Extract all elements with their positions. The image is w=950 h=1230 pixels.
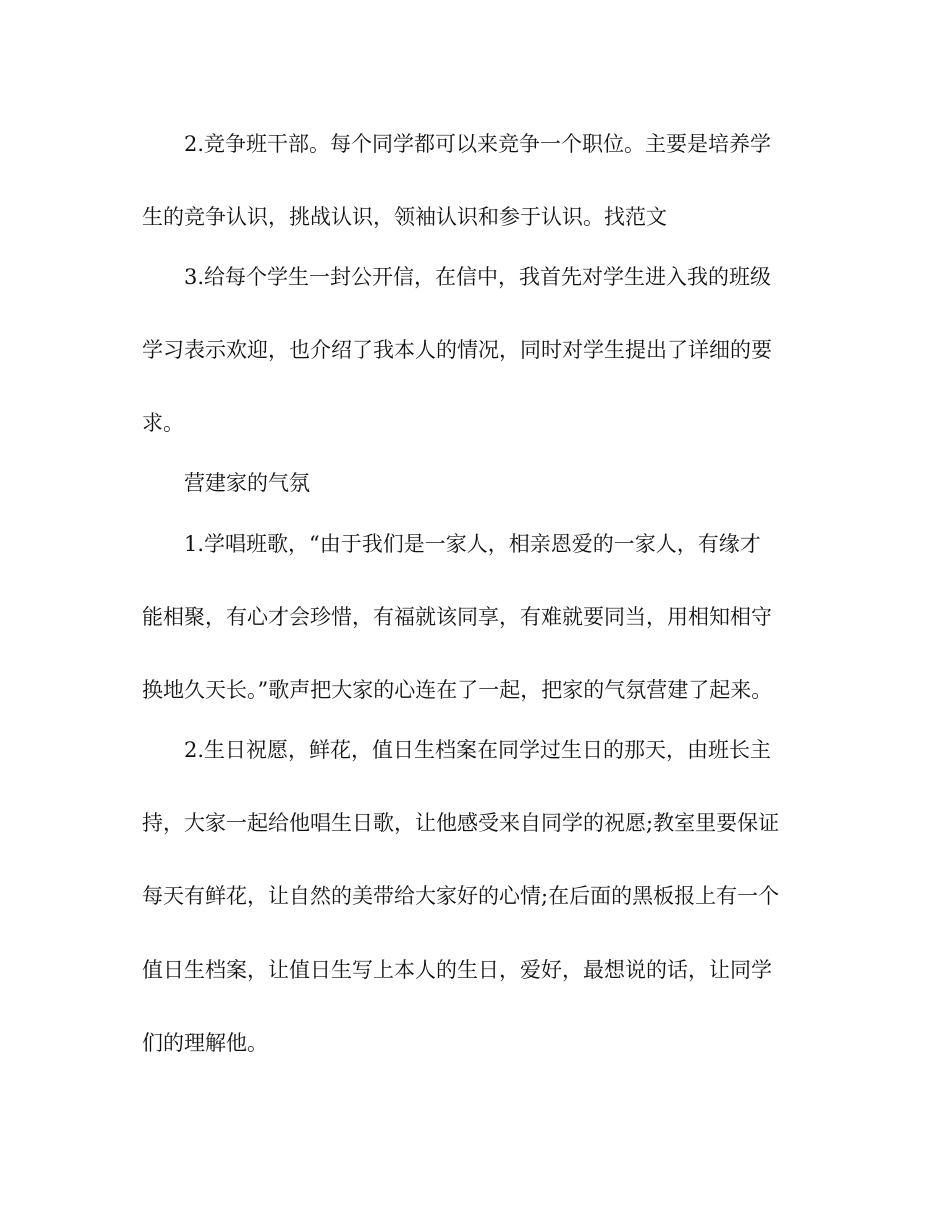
paragraph-1-song-line-1: 1.学唱班歌，“由于我们是一家人，相亲恩爱的一家人，有缘才 — [184, 532, 761, 556]
paragraph-2-birthday-line-5: 们的理解他。 — [142, 1031, 268, 1055]
paragraph-1-song-line-3: 换地久天长。”歌声把大家的心连在了一起，把家的气氛营建了起来。 — [142, 678, 773, 702]
paragraph-2-birthday-line-2: 持，大家一起给他唱生日歌，让他感受来自同学的祝愿;教室里要保证 — [142, 811, 780, 835]
paragraph-2-birthday-line-4: 值日生档案，让值日生写上本人的生日，爱好，最想说的话，让同学 — [142, 958, 772, 982]
paragraph-2-birthday-line-1: 2.生日祝愿，鲜花，值日生档案在同学过生日的那天，由班长主 — [184, 738, 772, 762]
paragraph-3-letter-line-3: 求。 — [142, 411, 184, 435]
section-heading: 营建家的气氛 — [184, 471, 310, 495]
paragraph-2-birthday-line-3: 每天有鲜花，让自然的美带给大家好的心情;在后面的黑板报上有一个 — [142, 884, 780, 908]
paragraph-2-competition-line-1: 2.竞争班干部。每个同学都可以来竞争一个职位。主要是培养学 — [184, 132, 772, 156]
paragraph-1-song-line-2: 能相聚，有心才会珍惜，有福就该同享，有难就要同当，用相知相守 — [142, 605, 772, 629]
paragraph-3-letter-line-1: 3.给每个学生一封公开信，在信中，我首先对学生进入我的班级 — [184, 265, 772, 289]
paragraph-2-competition-line-2: 生的竞争认识，挑战认识，领袖认识和参于认识。找范文 — [142, 205, 667, 229]
paragraph-3-letter-line-2: 学习表示欢迎，也介绍了我本人的情况，同时对学生提出了详细的要 — [142, 338, 772, 362]
